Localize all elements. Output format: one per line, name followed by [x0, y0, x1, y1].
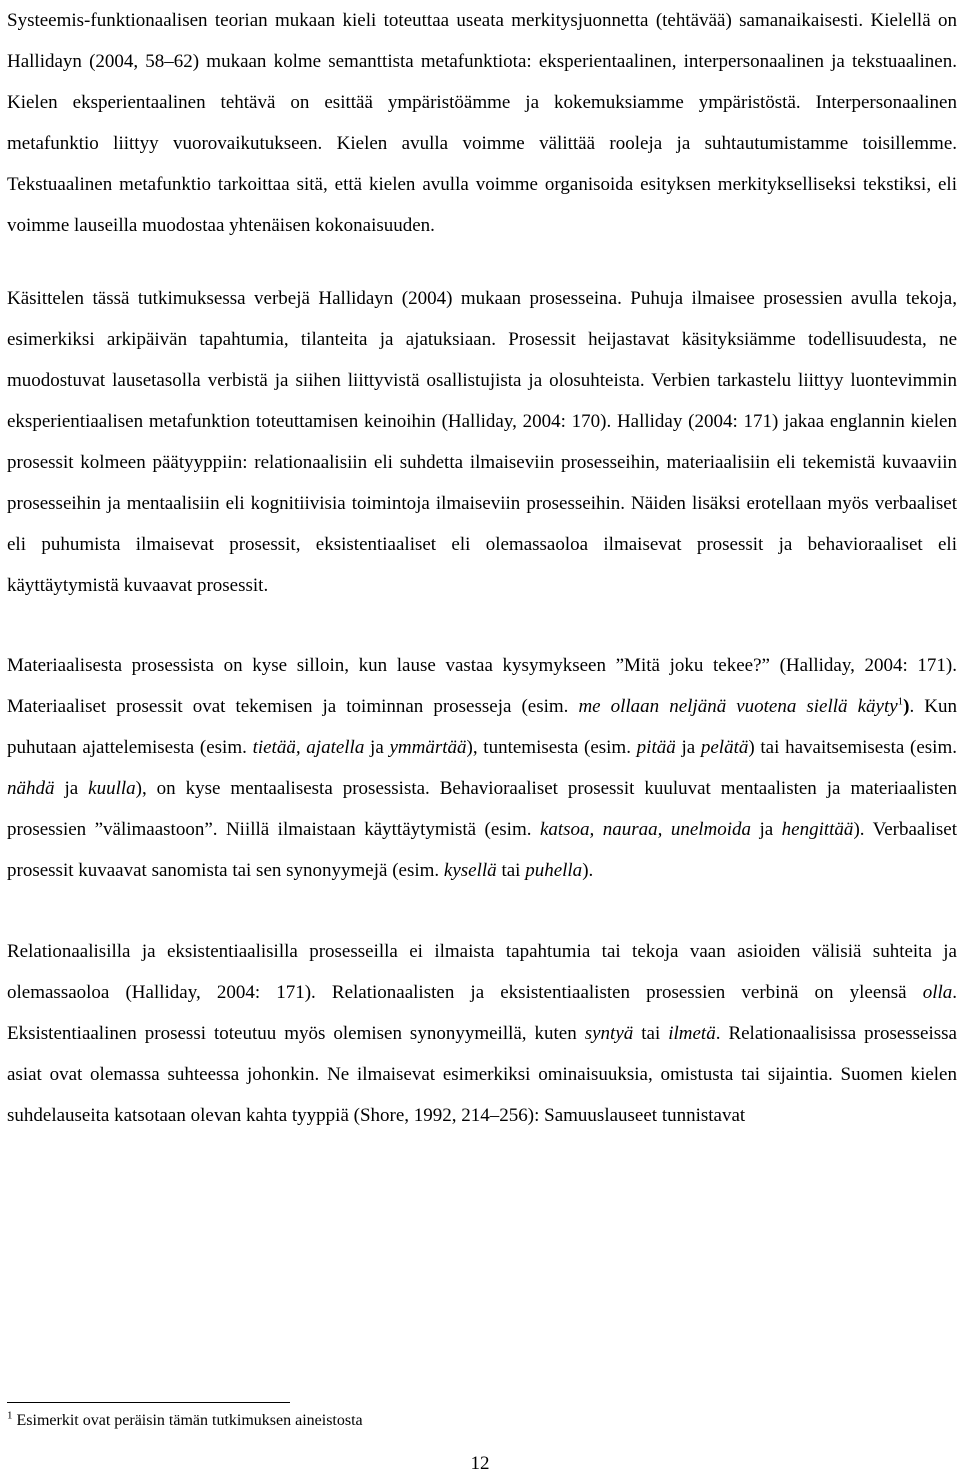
text-run: ja — [54, 778, 89, 799]
footnote — [7, 1411, 363, 1431]
example-text: katsoa, nauraa, unelmoida — [539, 819, 752, 840]
closing-paren: ) — [903, 696, 910, 717]
page-number: 12 — [470, 1453, 490, 1474]
example-text: pitää — [636, 737, 676, 758]
example-text: ymmärtää — [389, 737, 467, 758]
text-run: . Relationaalisissa prosesseissa asiat ovat olemassa suhteessa johonkin. Ne ilmaisevat esimerkiksi ominaisuuksia, omistusta tai sijaintia. Suomen kielen suhdelauseita katsotaan olevan kahta tyyppiä (Shore, 1992, 214–256): Samuuslauseet tunnistavat — [7, 1023, 957, 1126]
text-run: ja — [675, 737, 701, 758]
paragraph-material-processes — [7, 645, 957, 891]
text-run: ), on kyse mentaalisesta prosessista. Behavioraaliset prosessit kuuluvat mentaalisten ja materiaalisten prosessien ”välimaastoon”. Niillä ilmaistaan käyttäytymistä (esim. — [7, 778, 957, 840]
text-run: ja — [364, 737, 390, 758]
example-text: olla — [922, 982, 953, 1003]
example-text: kysellä — [443, 860, 497, 881]
text-run: ) tai havaitsemisesta (esim. — [748, 737, 957, 758]
text-run: Materiaalisesta prosessista on kyse silloin, kun lause vastaa kysymykseen ”Mitä joku tekee?” (Halliday, 2004: 171). Materiaaliset prosessit ovat tekemisen ja toiminnan prosesseja (esim. — [7, 655, 957, 717]
text-run: ). — [582, 860, 594, 881]
text-run: Relationaalisilla ja eksistentiaalisilla prosesseilla ei ilmaista tapahtumia tai tekoja vaan asioiden välisiä suhteita ja olemassaoloa (Halliday, 2004: 171). Relationaalisten ja eksistentiaalisten prosessien verbinä on yleensä — [7, 941, 957, 1003]
text-run: . Kun puhutaan ajattelemisesta (esim. — [7, 696, 957, 758]
example-text: nähdä — [7, 778, 55, 799]
paragraph-processes: Käsittelen tässä tutkimuksessa verbejä Hallidayn (2004) mukaan prosesseina. Puhuja ilmaisee prosessien avulla tekoja, esimerkiksi arkipäivän tapahtumia, tilanteita ja ajatuksiaan. Prosessit heijastavat käsityksiämme todellisuudesta, ne muodostuvat lausetasolla verbistä ja siihen liittyvistä osallistujista ja olosuhteista. Verbien tarkastelu liittyy luontevimmin eksperientiaalisen metafunktion toteuttamisen keinoihin (Halliday, 2004: 170). Halliday (2004: 171) jakaa englannin kielen prosessit kolmeen päätyyppiin: relationaalisiin eli suhdetta ilmaiseviin prosesseihin, materiaalisiin eli tekemistä kuvaaviin prosesseihin ja mentaalisiin eli kognitiivisia toimintoja ilmaiseviin prosesseihin. Näiden lisäksi erotellaan myös verbaaliset eli puhumista ilmaisevat prosessit, eksistentiaaliset eli olemassaoloa ilmaisevat prosessit ja behavioraaliset eli käyttäytymistä kuvaavat prosessit. — [7, 288, 957, 596]
example-text: ilmetä — [668, 1023, 716, 1044]
footnote-text: Esimerkit ovat peräisin tämän tutkimuksen aineistosta — [16, 1412, 363, 1429]
paragraph-relational-processes — [7, 931, 957, 1136]
example-text: pelätä — [700, 737, 749, 758]
footnote-reference[interactable]: 1 — [897, 695, 904, 708]
footnote-marker: 1 — [7, 1409, 13, 1422]
text-run: ). Verbaaliset prosessit kuvaavat sanomista tai sen synonyymejä (esim. — [7, 819, 958, 881]
document-page — [7, 0, 957, 1136]
example-text: hengittää — [781, 819, 854, 840]
example-text: syntyä — [584, 1023, 634, 1044]
text-run: ja — [751, 819, 782, 840]
paragraph-metafunctions: Systeemis-funktionaalisen teorian mukaan kieli toteuttaa useata merkitysjuonnetta (tehtävää) samanaikaisesti. Kielellä on Hallidayn (2004, 58–62) mukaan kolme semanttista metafunktiota: eksperientaalinen, interpersonaalinen ja tekstuaalinen. Kielen eksperientaalinen tehtävä on esittää ympäristöämme ja kokemuksiamme ympäristöstä. Interpersonaalinen metafunktio liittyy vuorovaikutukseen. Kielen avulla voimme välittää rooleja ja suhtautumistamme toisillemme. Tekstuaalinen metafunktio tarkoittaa sitä, että kielen avulla voimme organisoida esityksen merkitykselliseksi tekstiksi, eli voimme lauseilla muodostaa yhtenäisen kokonaisuuden. — [7, 10, 957, 236]
footnote-divider — [7, 1402, 290, 1403]
example-text: puhella — [525, 860, 583, 881]
text-run: . Eksistentiaalinen prosessi toteutuu myös olemisen synonyymeillä, kuten — [7, 982, 957, 1044]
example-text: tietää, ajatella — [252, 737, 365, 758]
example-text: me ollaan neljänä vuotena siellä käyty — [578, 696, 898, 717]
text-run: ), tuntemisesta (esim. — [466, 737, 637, 758]
text-run: tai — [633, 1023, 669, 1044]
example-text: kuulla — [88, 778, 136, 799]
text-run: tai — [496, 860, 526, 881]
